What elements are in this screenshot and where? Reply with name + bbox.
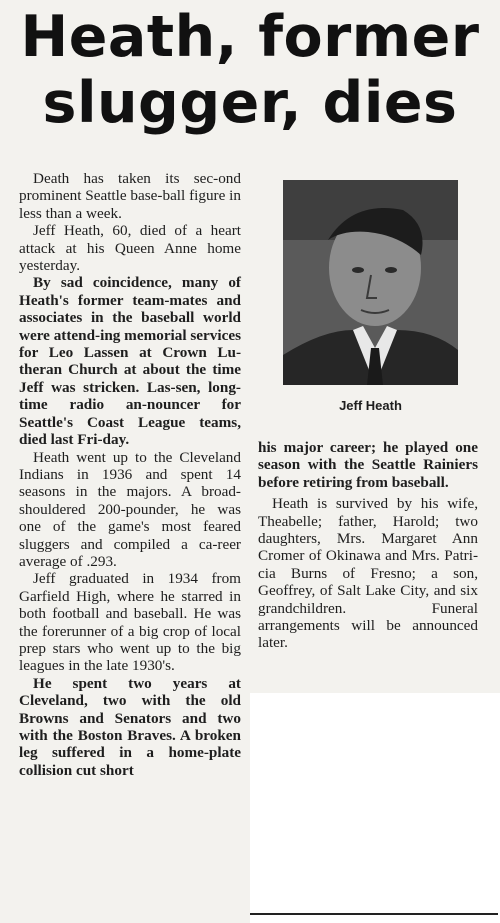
portrait-photo — [283, 180, 458, 385]
paragraph: Heath is survived by his wife, Theabelle; father, Harold; two daughters, Mrs. Margaret Ann Cromer of Okinawa and Mrs. Patri-cia Burns of Fresno; a son, Geoffrey, of Salt Lake City, and six grandchildren. Funeral arrangements will be announced later. — [258, 495, 478, 652]
portrait-image — [283, 180, 458, 385]
paragraph-bold: his major career; he played one season with the Seattle Rainiers before retiring from baseball. — [258, 439, 478, 491]
paragraph-bold: He spent two years at Cleveland, two with the old Browns and Senators and two with the Boston Braves. A broken leg suffered in a home-plate collision cut short — [19, 674, 241, 779]
paragraph: Heath went up to the Cleveland Indians in 1936 and spent 14 seasons in the majors. A broad-shouldered 200-pounder, he was one of the game's most feared sluggers and compiled a ca-reer average of .293. — [19, 448, 241, 570]
headline-line-2: slugger, dies — [42, 70, 458, 136]
paragraph: Jeff Heath, 60, died of a heart attack at his Queen Anne home yesterday. — [19, 222, 241, 275]
headline-line-1: Heath, former — [20, 4, 480, 70]
photo-caption: Jeff Heath — [339, 398, 402, 413]
article-column-right — [258, 439, 478, 652]
headline — [0, 4, 500, 136]
divider — [250, 913, 498, 915]
article-column-left — [19, 170, 241, 779]
paragraph-bold: By sad coincidence, many of Heath's former team-mates and associates in the baseball world were attend-ing memorial services for Leo Lassen at Crown Lu-theran Church at about the time Jeff was stricken. Las-sen, long-time radio an-nouncer for Seattle's Coast League teams, died last Fri-day. — [19, 274, 241, 449]
blank-area — [250, 693, 500, 923]
paragraph: Death has taken its sec-ond prominent Seattle base-ball figure in less than a week. — [19, 170, 241, 222]
paragraph: Jeff graduated in 1934 from Garfield High, where he starred in both football and baseball. He was the forerunner of a big crop of local prep stars who went up to the big leagues in the late 1930's. — [19, 570, 241, 675]
